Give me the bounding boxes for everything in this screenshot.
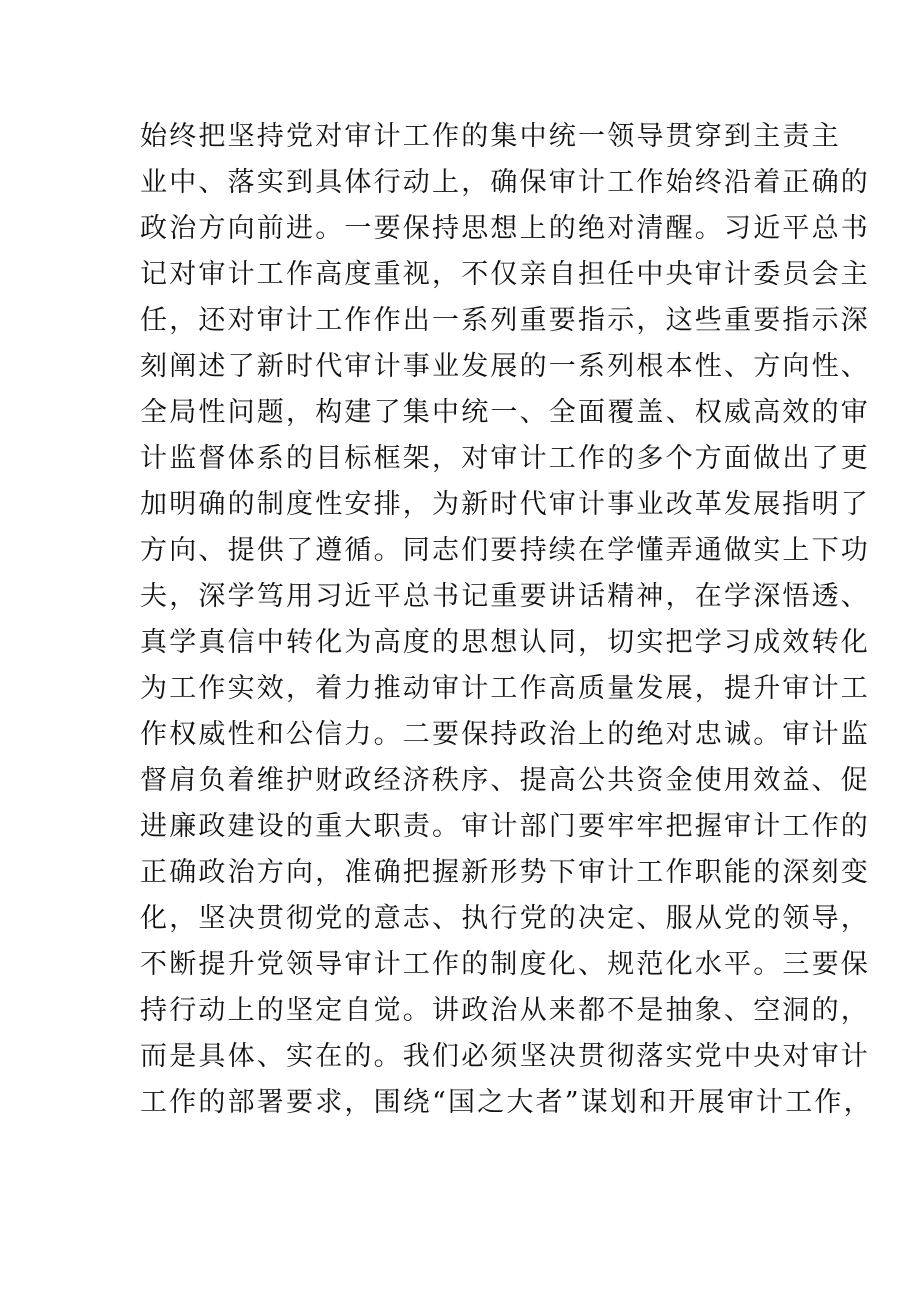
text-line: 业中、落实到具体行动上，确保审计工作始终沿着正确的: [140, 167, 870, 198]
text-line: 计监督体系的目标框架，对审计工作的多个方面做出了更: [140, 443, 870, 474]
text-line: 任，还对审计工作作出一系列重要指示，这些重要指示深: [140, 305, 870, 336]
text-line: 方向、提供了遵循。同志们要持续在学懂弄通做实上下功: [140, 535, 870, 566]
text-line: 夫，深学笃用习近平总书记重要讲话精神，在学深悟透、: [140, 581, 870, 612]
text-line: 为工作实效，着力推动审计工作高质量发展，提升审计工: [140, 673, 870, 704]
text-line: 工作的部署要求，围绕“国之大者”谋划和开展审计工作，: [140, 1087, 873, 1118]
text-line: 真学真信中转化为高度的思想认同，切实把学习成效转化: [140, 627, 870, 658]
body-text: [140, 114, 873, 1126]
text-line: 全局性问题，构建了集中统一、全面覆盖、权威高效的审: [140, 397, 870, 428]
text-line: 化，坚决贯彻党的意志、执行党的决定、服从党的领导，: [140, 903, 870, 934]
text-line: 加明确的制度性安排，为新时代审计事业改革发展指明了: [140, 489, 870, 520]
text-line: 持行动上的坚定自觉。讲政治从来都不是抽象、空洞的，: [140, 995, 870, 1026]
text-line: 进廉政建设的重大职责。审计部门要牢牢把握审计工作的: [140, 811, 870, 842]
text-line: 不断提升党领导审计工作的制度化、规范化水平。三要保: [140, 949, 870, 980]
text-line: 政治方向前进。一要保持思想上的绝对清醒。习近平总书: [140, 213, 870, 244]
text-line: 正确政治方向，准确把握新形势下审计工作职能的深刻变: [140, 857, 870, 888]
text-line: 督肩负着维护财政经济秩序、提高公共资金使用效益、促: [140, 765, 870, 796]
text-line: 刻阐述了新时代审计事业发展的一系列根本性、方向性、: [140, 351, 870, 382]
text-line: 记对审计工作高度重视，不仅亲自担任中央审计委员会主: [140, 259, 870, 290]
text-line: 而是具体、实在的。我们必须坚决贯彻落实党中央对审计: [140, 1041, 870, 1072]
text-line: 始终把坚持党对审计工作的集中统一领导贯穿到主责主: [140, 121, 841, 152]
text-line: 作权威性和公信力。二要保持政治上的绝对忠诚。审计监: [140, 719, 870, 750]
